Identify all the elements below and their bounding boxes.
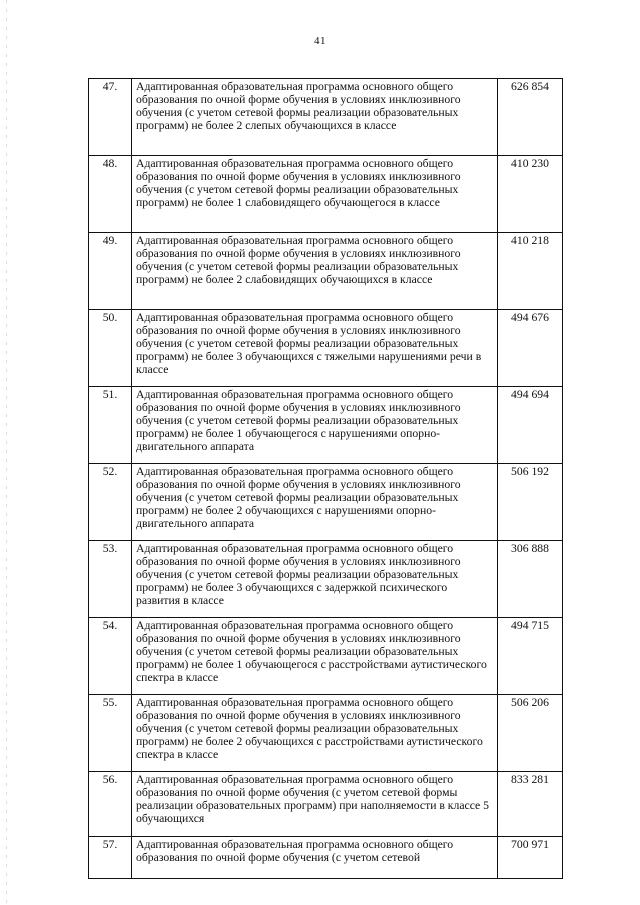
program-description: Адаптированная образовательная программа основного общего образования по очной форме обучения в условиях инклюзивного обучения (с учетом сетевой формы реализации образовательных программ) не более 2 обучающихся с нарушениями опорно-двигательного аппарата [132, 464, 498, 541]
program-cost: 833 281 [498, 772, 563, 837]
program-description: Адаптированная образовательная программа основного общего образования по очной форме обучения (с учетом сетевой формы реализации образовательных программ) при наполняемости в классе 5 обучающихся [132, 772, 498, 837]
program-description: Адаптированная образовательная программа основного общего образования по очной форме обучения (с учетом сетевой [132, 837, 498, 879]
table-row [89, 772, 563, 837]
row-number: 57. [89, 837, 132, 879]
scan-edge-artifact [6, 0, 7, 905]
row-number: 56. [89, 772, 132, 837]
row-number: 54. [89, 618, 132, 695]
row-number: 47. [89, 79, 132, 156]
program-cost: 410 218 [498, 233, 563, 310]
row-number: 55. [89, 695, 132, 772]
program-cost: 506 192 [498, 464, 563, 541]
table-row [89, 79, 563, 156]
table-row [89, 156, 563, 233]
program-cost: 626 854 [498, 79, 563, 156]
program-description: Адаптированная образовательная программа основного общего образования по очной форме обучения в условиях инклюзивного обучения (с учетом сетевой формы реализации образовательных программ) не более 2 обучающихся с расстройствами аутистического спектра в классе [132, 695, 498, 772]
table-row [89, 233, 563, 310]
table-row [89, 618, 563, 695]
program-description: Адаптированная образовательная программа основного общего образования по очной форме обучения в условиях инклюзивного обучения (с учетом сетевой формы реализации образовательных программ) не более 1 обучающегося с расстройствами аутистического спектра в классе [132, 618, 498, 695]
page-number: 41 [314, 35, 326, 47]
program-cost: 494 694 [498, 387, 563, 464]
program-cost: 494 715 [498, 618, 563, 695]
table-row [89, 541, 563, 618]
table-row [89, 464, 563, 541]
table-row [89, 837, 563, 879]
program-description: Адаптированная образовательная программа основного общего образования по очной форме обучения в условиях инклюзивного обучения (с учетом сетевой формы реализации образовательных программ) не более 1 слабовидящего обучающегося в классе [132, 156, 498, 233]
row-number: 51. [89, 387, 132, 464]
program-description: Адаптированная образовательная программа основного общего образования по очной форме обучения в условиях инклюзивного обучения (с учетом сетевой формы реализации образовательных программ) не более 3 обучающихся с задержкой психического развития в классе [132, 541, 498, 618]
program-cost: 700 971 [498, 837, 563, 879]
row-number: 50. [89, 310, 132, 387]
program-description: Адаптированная образовательная программа основного общего образования по очной форме обучения в условиях инклюзивного обучения (с учетом сетевой формы реализации образовательных программ) не более 1 обучающегося с нарушениями опорно-двигательного аппарата [132, 387, 498, 464]
table-row [89, 695, 563, 772]
program-description: Адаптированная образовательная программа основного общего образования по очной форме обучения в условиях инклюзивного обучения (с учетом сетевой формы реализации образовательных программ) не более 3 обучающихся с тяжелыми нарушениями речи в классе [132, 310, 498, 387]
program-description: Адаптированная образовательная программа основного общего образования по очной форме обучения в условиях инклюзивного обучения (с учетом сетевой формы реализации образовательных программ) не более 2 слабовидящих обучающихся в классе [132, 233, 498, 310]
row-number: 52. [89, 464, 132, 541]
program-cost: 506 206 [498, 695, 563, 772]
program-cost: 494 676 [498, 310, 563, 387]
program-cost-table [88, 78, 563, 879]
program-description: Адаптированная образовательная программа основного общего образования по очной форме обучения в условиях инклюзивного обучения (с учетом сетевой формы реализации образовательных программ) не более 2 слепых обучающихся в классе [132, 79, 498, 156]
program-cost: 410 230 [498, 156, 563, 233]
table-row [89, 387, 563, 464]
row-number: 48. [89, 156, 132, 233]
row-number: 53. [89, 541, 132, 618]
row-number: 49. [89, 233, 132, 310]
program-cost: 306 888 [498, 541, 563, 618]
table-row [89, 310, 563, 387]
